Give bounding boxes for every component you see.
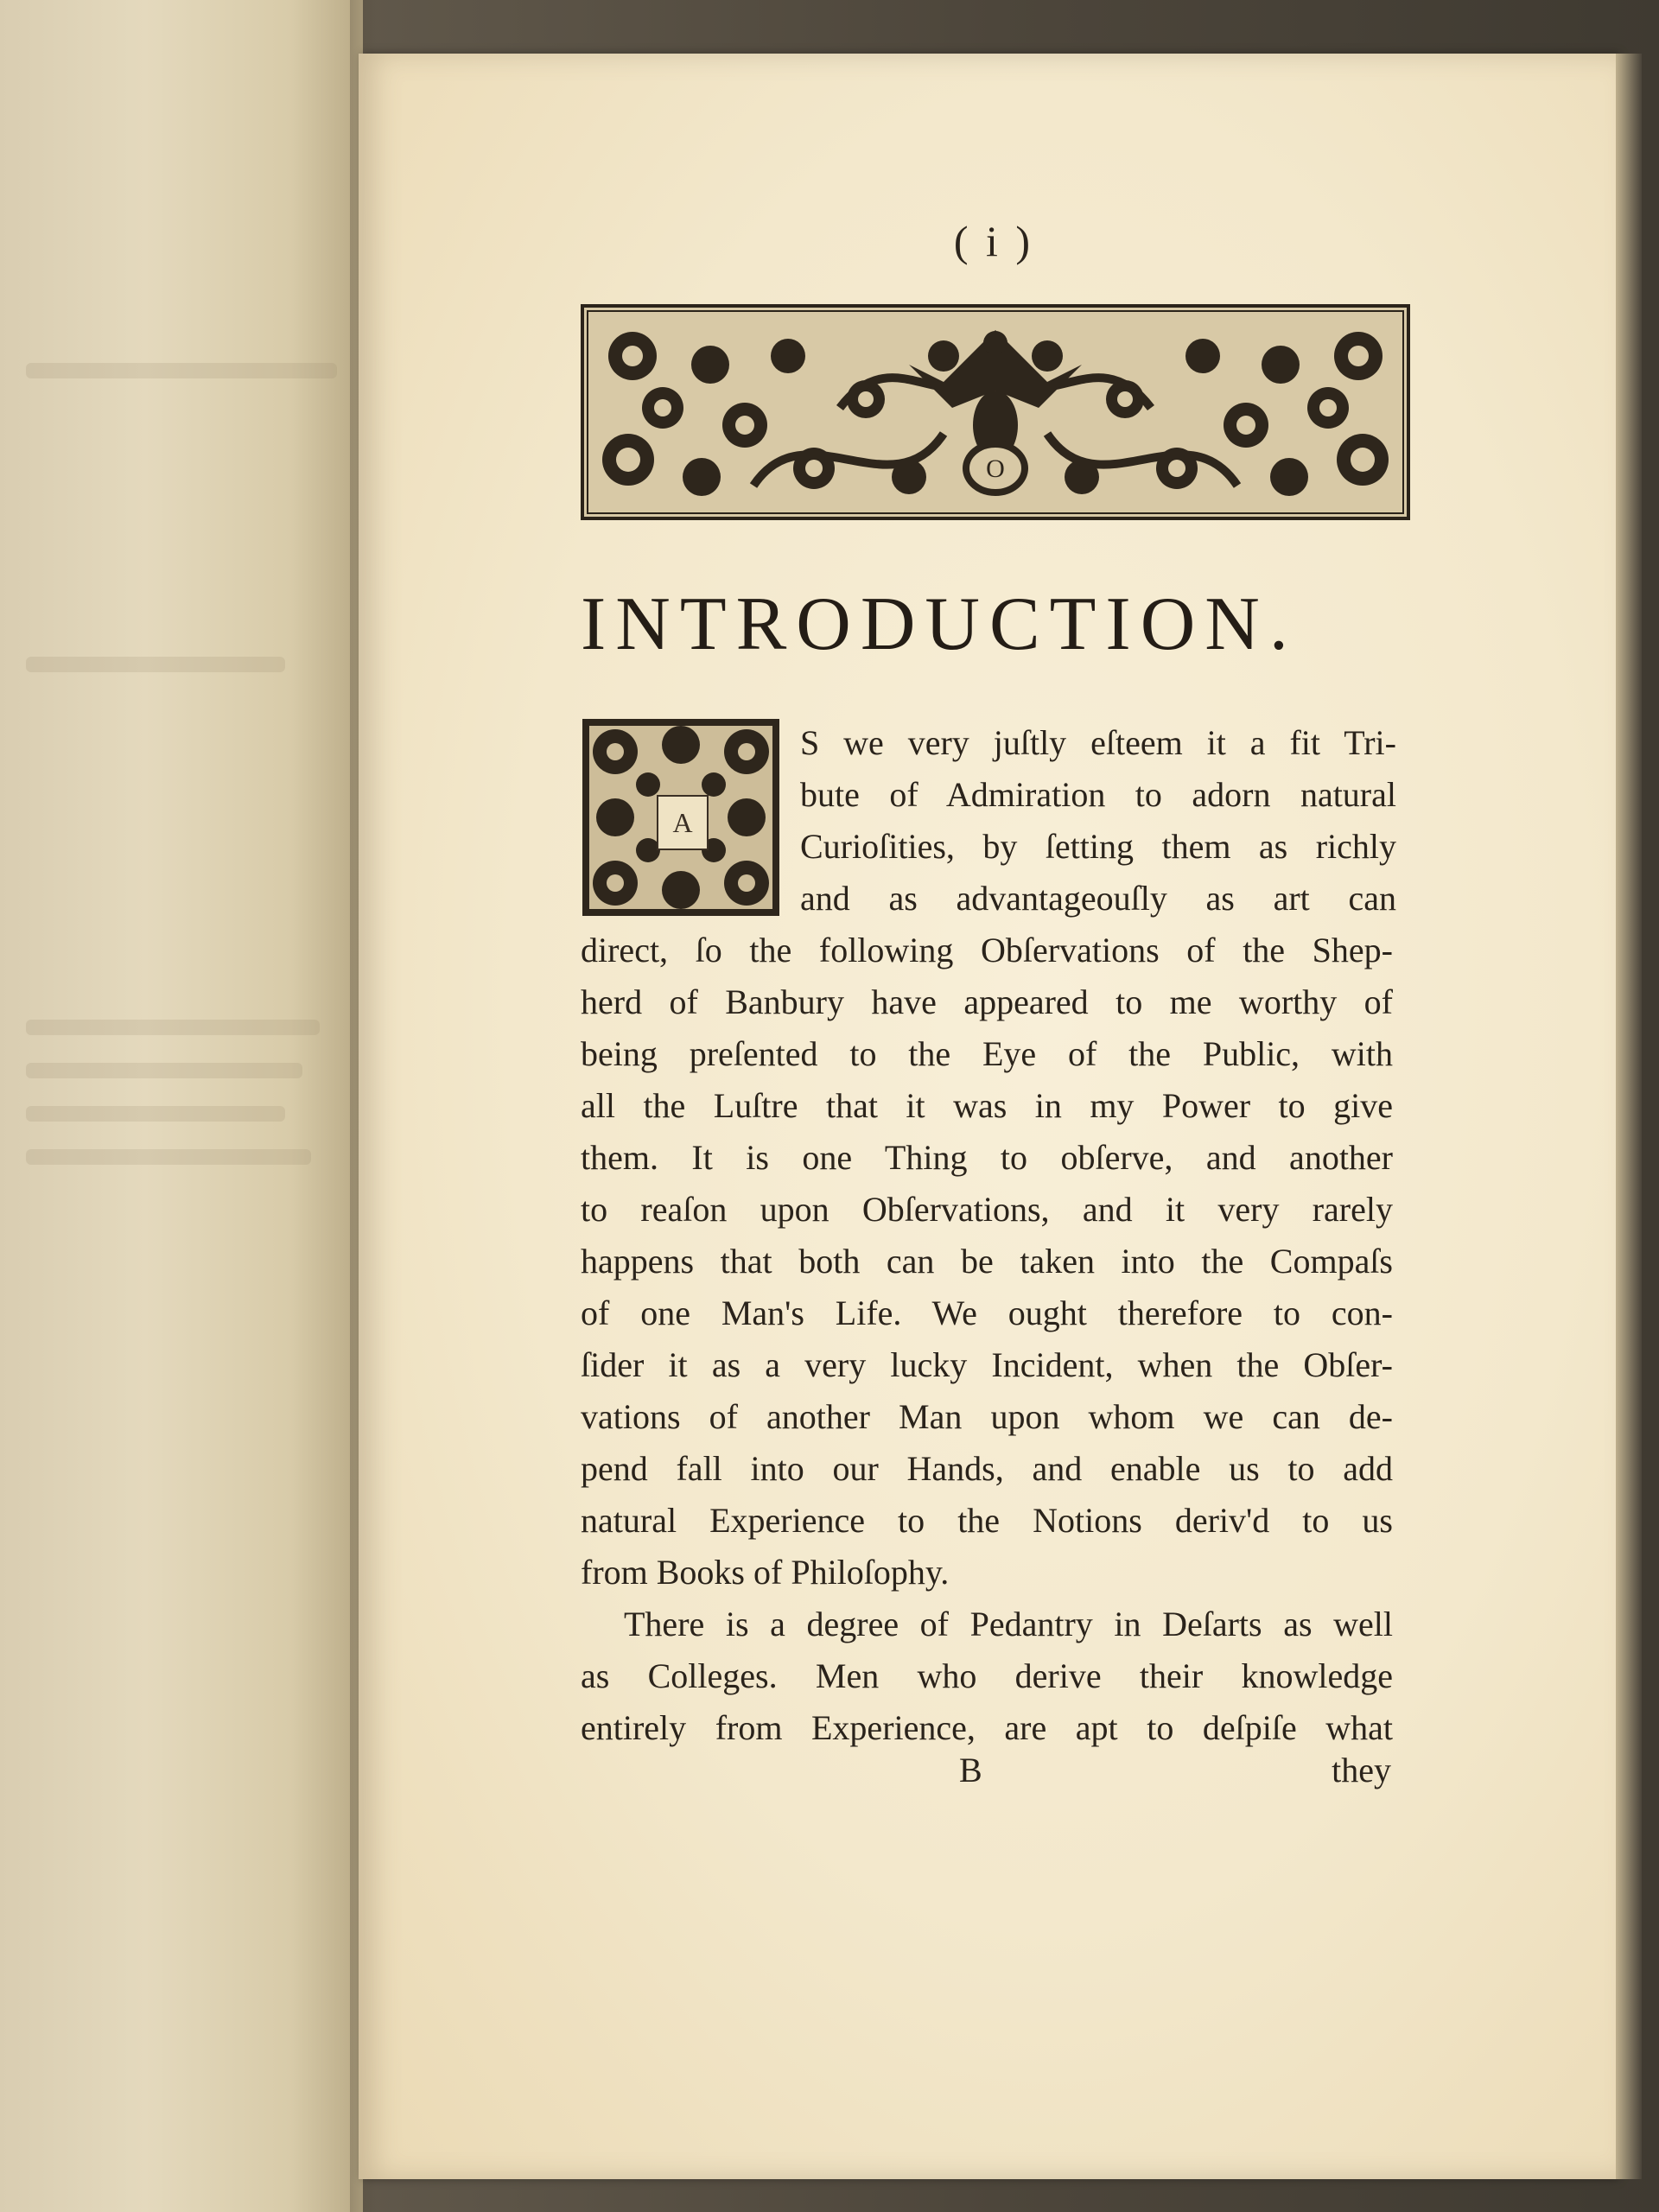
headpiece-ornament bbox=[581, 304, 1410, 520]
ghost-text-line bbox=[26, 657, 285, 672]
ghost-text-line bbox=[26, 363, 337, 378]
catchword: they bbox=[1332, 1751, 1391, 1789]
text-line: natural Experience to the Notions deriv'd to us bbox=[581, 1501, 1393, 1540]
text-line: them. It is one Thing to obſerve, and another bbox=[581, 1138, 1393, 1177]
text-line: Curioſities, by ſetting them as richly bbox=[800, 827, 1396, 866]
page-number: ( i ) bbox=[953, 217, 1034, 265]
ghost-text-line bbox=[26, 1063, 302, 1078]
page-edge bbox=[1616, 54, 1642, 2179]
chapter-title: INTRODUCTION. bbox=[581, 582, 1298, 666]
text-line: ſider it as a very lucky Incident, when the Obſer- bbox=[581, 1345, 1393, 1384]
initial-letter: A bbox=[657, 795, 709, 850]
ghost-text-line bbox=[26, 1020, 320, 1035]
left-page bbox=[0, 0, 363, 2212]
text-line: S we very juſtly eſteem it a fit Tri- bbox=[800, 723, 1396, 762]
text-line: happens that both can be taken into the Compaſs bbox=[581, 1242, 1393, 1281]
text-line: herd of Banbury have appeared to me worthy of bbox=[581, 982, 1393, 1021]
text-line: vations of another Man upon whom we can de- bbox=[581, 1397, 1393, 1436]
text-line: all the Luſtre that it was in my Power to give bbox=[581, 1086, 1393, 1125]
text-line: from Books of Philoſophy. bbox=[581, 1553, 950, 1592]
text-line: as Colleges. Men who derive their knowledge bbox=[581, 1656, 1393, 1695]
text-line: bute of Admiration to adorn natural bbox=[800, 775, 1396, 814]
text-line: direct, ſo the following Obſervations of the Shep- bbox=[581, 931, 1393, 969]
text-line: of one Man's Life. We ought therefore to con- bbox=[581, 1294, 1393, 1332]
text-line: being preſented to the Eye of the Public, with bbox=[581, 1034, 1393, 1073]
ghost-text-line bbox=[26, 1106, 285, 1122]
text-line: There is a degree of Pedantry in Deſarts as well bbox=[624, 1605, 1393, 1643]
text-line: to reaſon upon Obſervations, and it very rarely bbox=[581, 1190, 1393, 1229]
text-line: pend fall into our Hands, and enable us to add bbox=[581, 1449, 1393, 1488]
text-line: entirely from Experience, are apt to deſpiſe what bbox=[581, 1708, 1393, 1747]
signature-mark: B bbox=[959, 1751, 982, 1789]
ghost-text-line bbox=[26, 1149, 311, 1165]
text-line: and as advantageouſly as art can bbox=[800, 879, 1396, 918]
svg-text:O: O bbox=[986, 454, 1005, 483]
